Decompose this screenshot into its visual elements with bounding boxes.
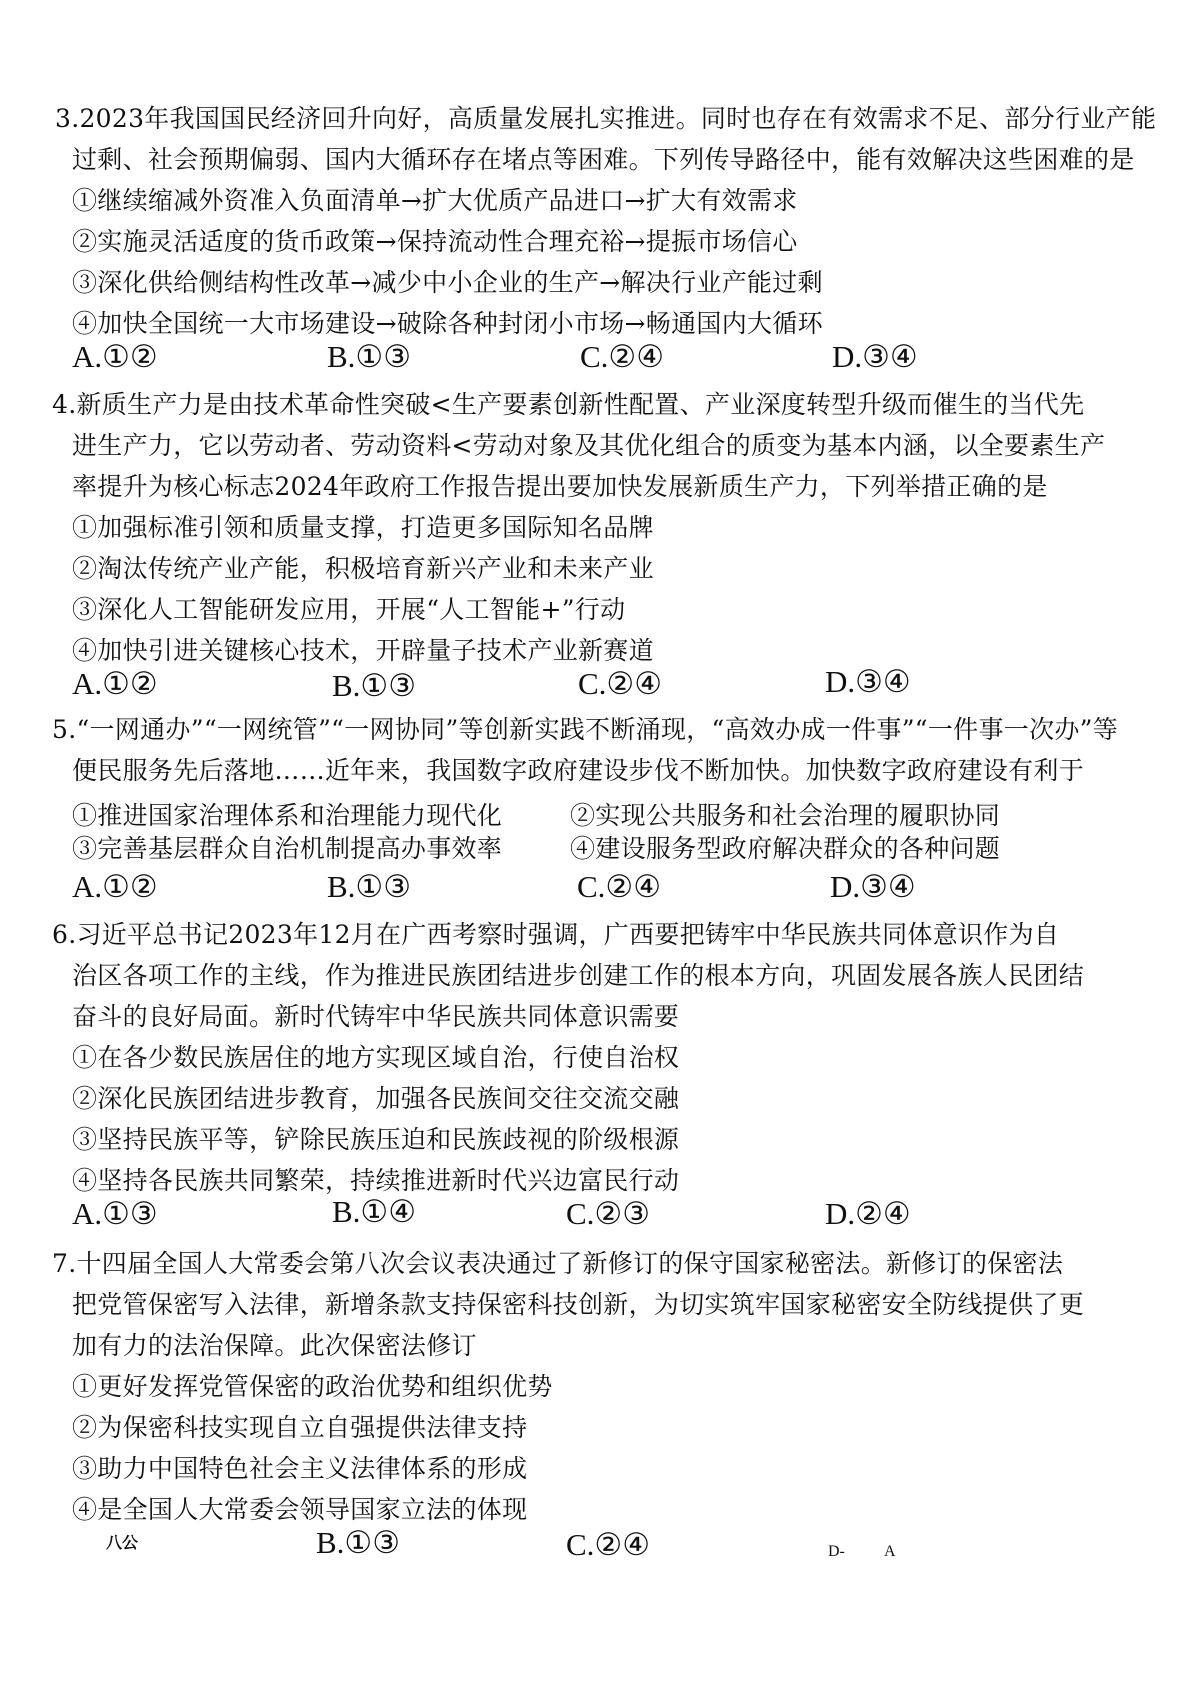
- question-4-option-c: C.②④: [578, 666, 663, 701]
- question-7-stem-line-1: 7.十四届全国人大常委会第八次会议表决通过了新修订的保守国家秘密法。新修订的保密法: [52, 1249, 1064, 1278]
- question-7-item-2: ②为保密科技实现自立自强提供法律支持: [72, 1413, 528, 1442]
- question-7-item-4: ④是全国人大常委会领导国家立法的体现: [72, 1495, 528, 1524]
- question-3-option-d: D.③④: [832, 339, 918, 374]
- question-5-stem-line-1: 5.“一网通办”“一网统管”“一网协同”等创新实践不断涌现，“高效办成一件事”“一件事一次办”等: [52, 715, 1119, 744]
- question-3-item-1: ①继续缩减外资准入负面清单→扩大优质产品进口→扩大有效需求: [72, 186, 798, 215]
- question-6-item-3: ③坚持民族平等，铲除民族压迫和民族歧视的阶级根源: [72, 1125, 680, 1154]
- question-6-item-1: ①在各少数民族居住的地方实现区域自治，行使自治权: [72, 1043, 680, 1072]
- question-3-item-3: ③深化供给侧结构性改革→减少中小企业的生产→解决行业产能过剩: [72, 268, 823, 297]
- question-5-option-d: D.③④: [830, 869, 916, 904]
- question-3-option-c: C.②④: [580, 339, 665, 374]
- question-7-item-3: ③助力中国特色社会主义法律体系的形成: [72, 1454, 528, 1483]
- question-3-option-a: A.①②: [72, 339, 158, 374]
- question-6-stem-line-1: 6.习近平总书记2023年12月在广西考察时强调，广西要把铸牢中华民族共同体意识作为自: [52, 920, 1060, 949]
- question-6-item-2: ②深化民族团结进步教育，加强各民族间交往交流交融: [72, 1084, 680, 1113]
- question-7-stem-line-2: 把党管保密写入法律，新增条款支持保密科技创新，为切实筑牢国家秘密安全防线提供了更: [72, 1290, 1085, 1319]
- question-6-option-d: D.②④: [825, 1196, 911, 1231]
- question-4-item-2: ②淘汰传统产业产能，积极培育新兴产业和未来产业: [72, 554, 654, 583]
- question-3-option-b: B.①③: [327, 339, 412, 374]
- question-5-option-b: B.①③: [327, 869, 412, 904]
- question-4-item-3: ③深化人工智能研发应用，开展“人工智能+”行动: [72, 595, 626, 624]
- question-7-option-a: 八公: [106, 1535, 139, 1552]
- question-3-item-4: ④加快全国统一大市场建设→破除各种封闭小市场→畅通国内大循环: [72, 309, 823, 338]
- question-4-option-d: D.③④: [825, 664, 911, 699]
- question-5-item-1: ①推进国家治理体系和治理能力现代化: [72, 801, 503, 830]
- question-5-option-c: C.②④: [577, 869, 662, 904]
- question-6-option-b: B.①④: [332, 1194, 417, 1229]
- question-5-item-2: ②实现公共服务和社会治理的履职协同: [570, 801, 1001, 830]
- question-7-stem-line-3: 加有力的法治保障。此次保密法修订: [72, 1331, 477, 1360]
- question-7-option-b: B.①③: [316, 1525, 401, 1560]
- question-6-stem-line-3: 奋斗的良好局面。新时代铸牢中华民族共同体意识需要: [72, 1002, 680, 1031]
- question-7-option-d: D-: [828, 1543, 845, 1560]
- question-6-option-a: A.①③: [72, 1196, 158, 1231]
- question-5-item-4: ④建设服务型政府解决群众的各种问题: [570, 834, 1001, 863]
- question-5-item-3: ③完善基层群众自治机制提高办事效率: [72, 834, 503, 863]
- question-4-stem-line-3: 率提升为核心标志2024年政府工作报告提出要加快发展新质生产力，下列举措正确的是: [72, 472, 1048, 501]
- question-7-item-1: ①更好发挥党管保密的政治优势和组织优势: [72, 1372, 553, 1401]
- question-3-stem-line-1: 3.2023年我国国民经济回升向好，高质量发展扎实推进。同时也存在有效需求不足、部分行业产能: [55, 104, 1157, 133]
- question-7-option-d-tail: A: [884, 1543, 896, 1560]
- question-5-option-a: A.①②: [72, 869, 158, 904]
- question-4-option-a: A.①②: [72, 666, 158, 701]
- question-6-option-c: C.②③: [566, 1196, 651, 1231]
- question-4-item-1: ①加强标准引领和质量支撑，打造更多国际知名品牌: [72, 513, 654, 542]
- question-6-stem-line-2: 治区各项工作的主线，作为推进民族团结进步创建工作的根本方向，巩固发展各族人民团结: [72, 961, 1085, 990]
- question-4-stem-line-2: 进生产力，它以劳动者、劳动资料<劳动对象及其优化组合的质变为基本内涵，以全要素生产: [72, 431, 1106, 460]
- question-3-item-2: ②实施灵活适度的货币政策→保持流动性合理充裕→提振市场信心: [72, 227, 798, 256]
- question-6-item-4: ④坚持各民族共同繁荣，持续推进新时代兴边富民行动: [72, 1166, 680, 1195]
- question-4-stem-line-1: 4.新质生产力是由技术革命性突破<生产要素创新性配置、产业深度转型升级而催生的当代先: [52, 390, 1085, 419]
- question-4-option-b: B.①③: [332, 668, 417, 703]
- question-7-option-c: C.②④: [566, 1527, 651, 1562]
- question-3-stem-line-2: 过剩、社会预期偏弱、国内大循环存在堵点等困难。下列传导路径中，能有效解决这些困难的是: [72, 145, 1135, 174]
- question-4-item-4: ④加快引进关键核心技术，开辟量子技术产业新赛道: [72, 636, 654, 665]
- question-5-stem-line-2: 便民服务先后落地……近年来，我国数字政府建设步伐不断加快。加快数字政府建设有利于: [72, 756, 1085, 785]
